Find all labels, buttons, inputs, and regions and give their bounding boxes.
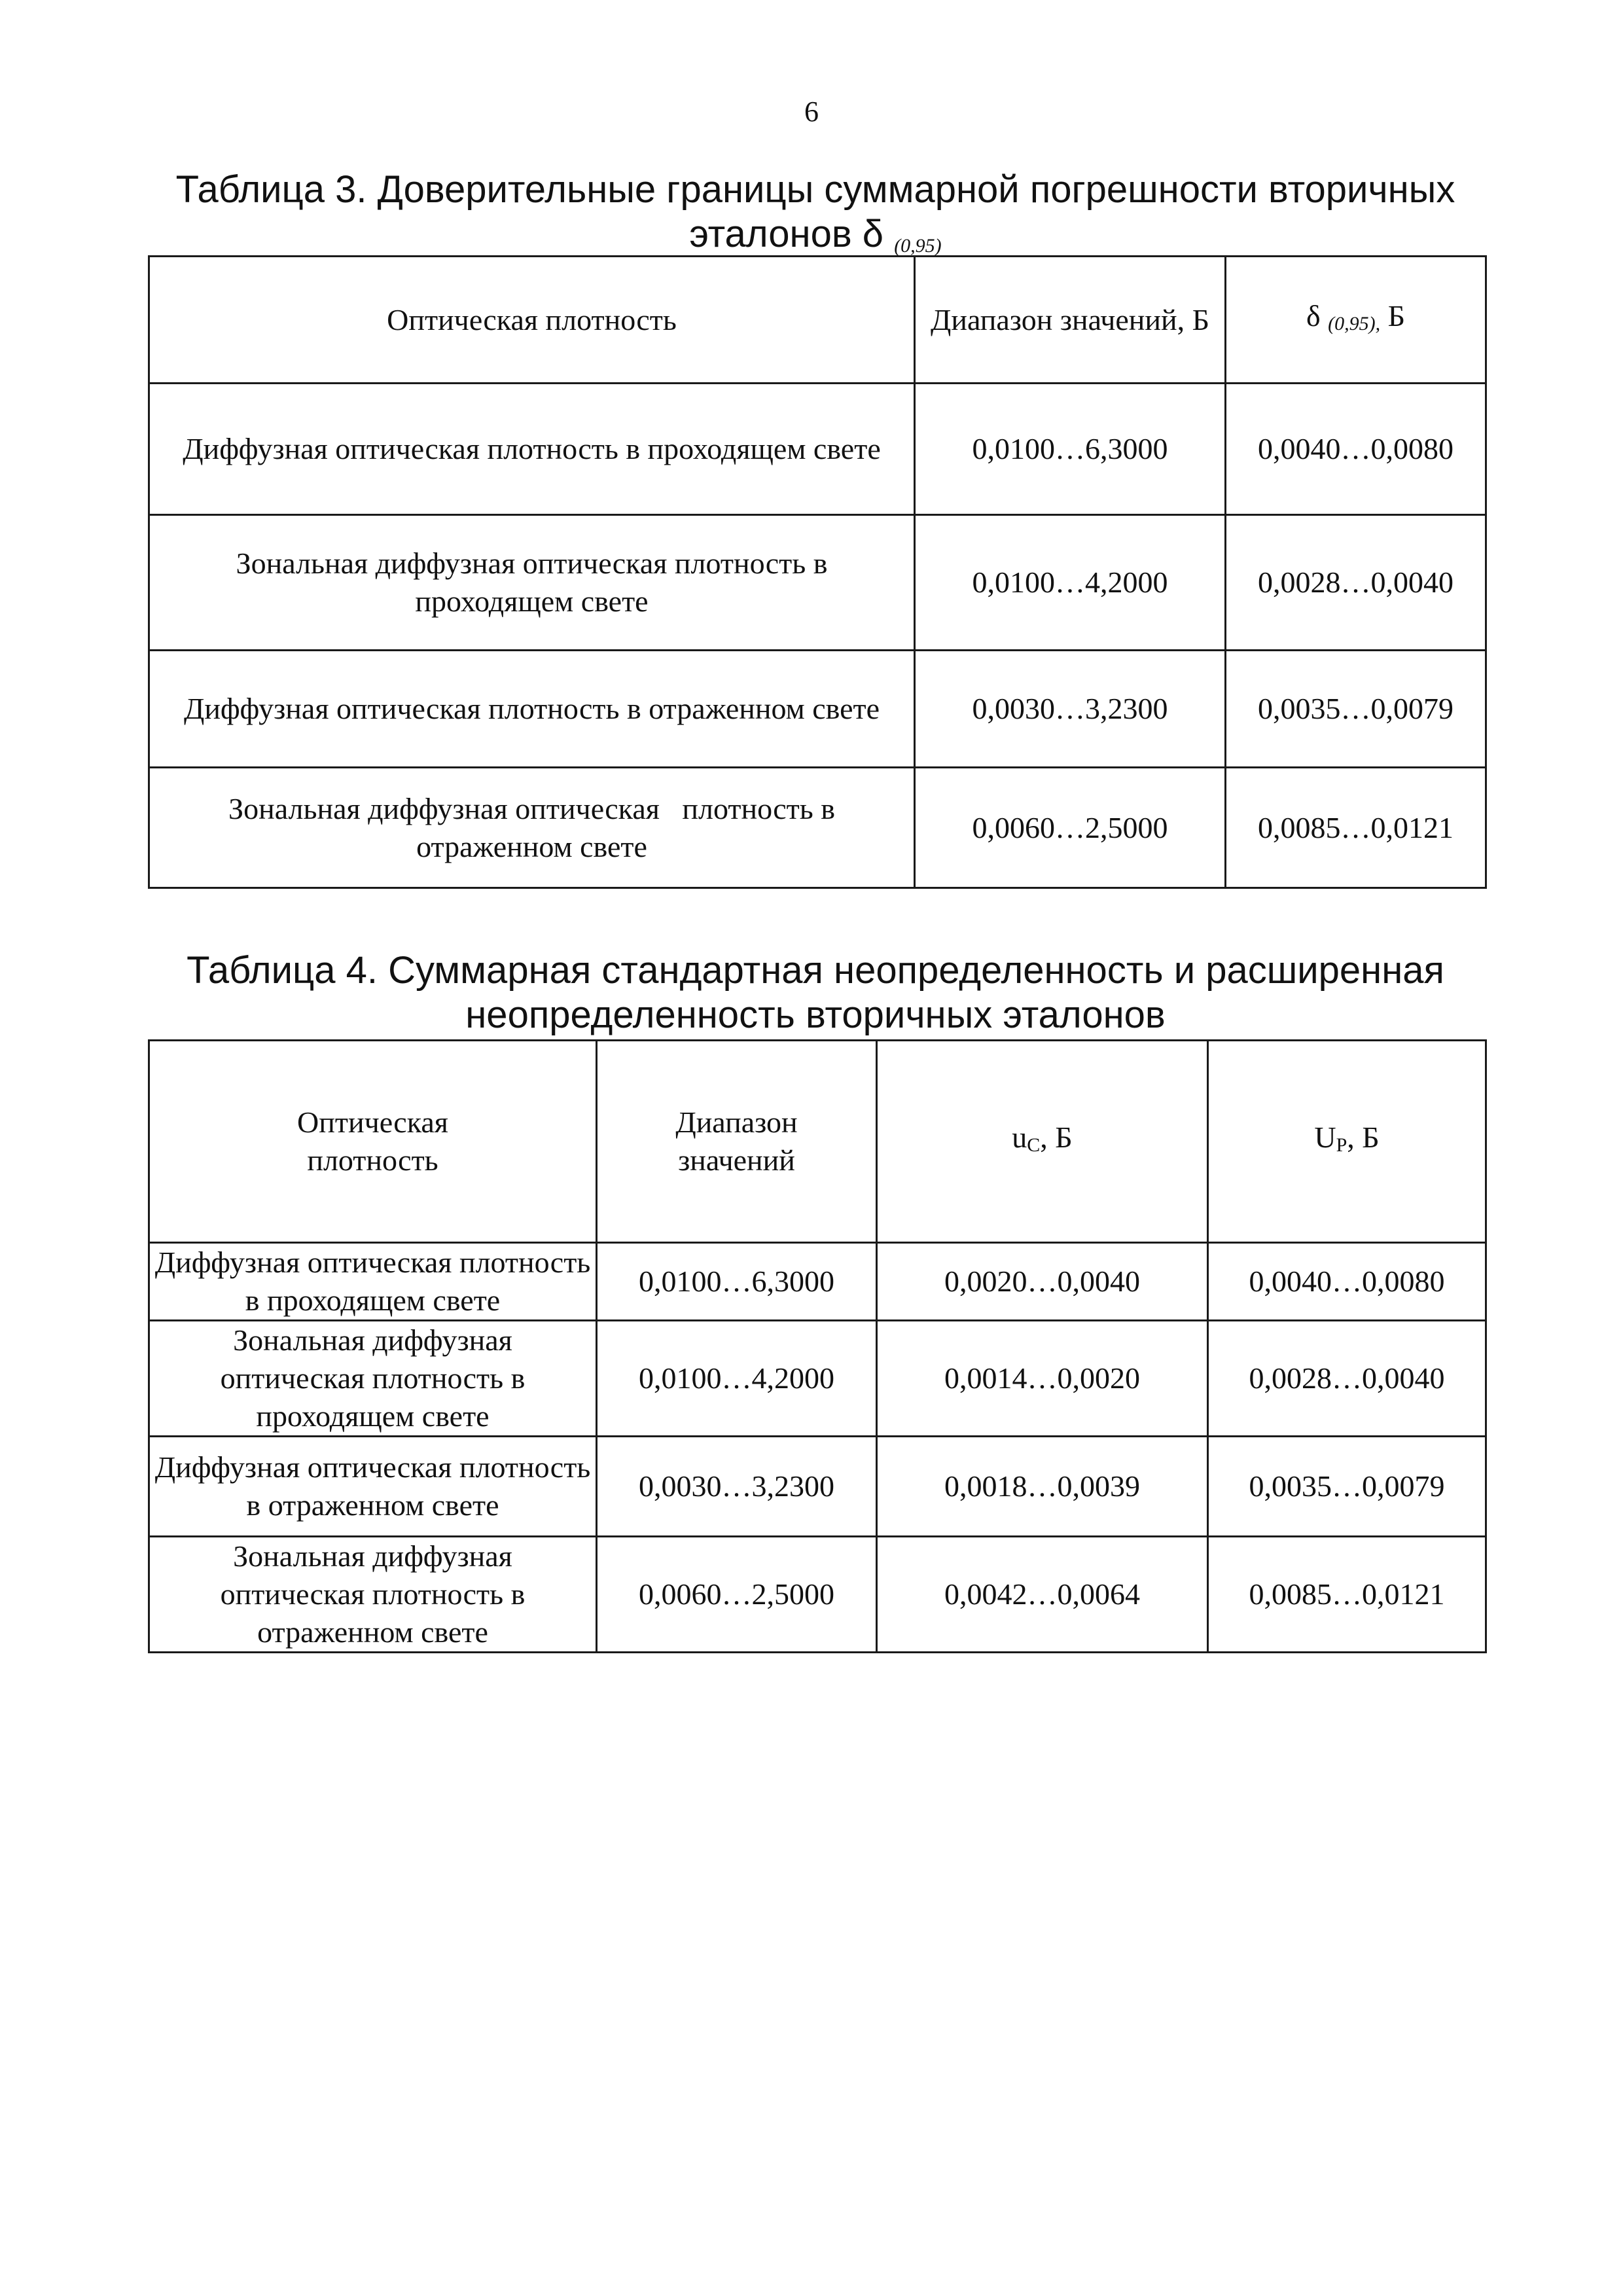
table3-row1-delta: 0,0040…0,0080	[1226, 384, 1486, 515]
table3-header-delta	[1226, 257, 1486, 384]
table3-caption-subscript: (0,95)	[894, 235, 942, 257]
table4-row3-range: 0,0030…3,2300	[597, 1437, 877, 1537]
table4-row1-up: 0,0040…0,0080	[1208, 1243, 1486, 1321]
table-row	[149, 651, 1486, 768]
table3-row3-delta: 0,0035…0,0079	[1226, 651, 1486, 768]
table3	[148, 255, 1487, 889]
table3-row2-name: Зональная диффузная оптическая плотность в проходящем свете	[149, 515, 915, 651]
table3-caption	[148, 168, 1483, 268]
uc-symbol: u	[1012, 1121, 1027, 1154]
table4-row4-range: 0,0060…2,5000	[597, 1537, 877, 1653]
table-row	[149, 768, 1486, 888]
table3-row4-range: 0,0060…2,5000	[915, 768, 1226, 888]
table3-row1-name: Диффузная оптическая плотность в проходящем свете	[149, 384, 915, 515]
table3-header-range: Диапазон значений, Б	[915, 257, 1226, 384]
table3-row2-range: 0,0100…4,2000	[915, 515, 1226, 651]
table4-row2-uc: 0,0014…0,0020	[877, 1321, 1208, 1437]
table3-caption-prefix: эталонов δ	[689, 213, 884, 255]
table3-row3-range: 0,0030…3,2300	[915, 651, 1226, 768]
up-unit: , Б	[1347, 1121, 1380, 1154]
table4	[148, 1039, 1487, 1653]
table-row	[149, 515, 1486, 651]
uc-subscript: C	[1027, 1134, 1041, 1156]
table4-row3-uc: 0,0018…0,0039	[877, 1437, 1208, 1537]
table4-row3-name: Диффузная оптическая плотность в отраженном свете	[149, 1437, 597, 1537]
table-row	[149, 1537, 1486, 1653]
table4-row3-up: 0,0035…0,0079	[1208, 1437, 1486, 1537]
table3-row3-name: Диффузная оптическая плотность в отраженном свете	[149, 651, 915, 768]
table4-row2-up: 0,0028…0,0040	[1208, 1321, 1486, 1437]
table3-row1-range: 0,0100…6,3000	[915, 384, 1226, 515]
table4-row2-range: 0,0100…4,2000	[597, 1321, 877, 1437]
table3-row4-delta: 0,0085…0,0121	[1226, 768, 1486, 888]
table-row	[149, 1437, 1486, 1537]
table4-row1-range: 0,0100…6,3000	[597, 1243, 877, 1321]
table3-header-row	[149, 257, 1486, 384]
table4-header-range	[597, 1041, 877, 1243]
page-number: 6	[804, 96, 819, 128]
table4-header-row	[149, 1041, 1486, 1243]
table4-row4-name: Зональная диффузная оптическая плотность в отраженном свете	[149, 1537, 597, 1653]
table4-row4-uc: 0,0042…0,0064	[877, 1537, 1208, 1653]
table4-header-optical-density	[149, 1041, 597, 1243]
table4-caption	[148, 948, 1483, 1037]
table3-header-optical-density: Оптическая плотность	[149, 257, 915, 384]
table4-row1-uc: 0,0020…0,0040	[877, 1243, 1208, 1321]
table3-row4-name: Зональная диффузная оптическая плотность в отраженном свете	[149, 768, 915, 888]
table4-header-uc	[877, 1041, 1208, 1243]
table4-row4-up: 0,0085…0,0121	[1208, 1537, 1486, 1653]
delta-subscript: (0,95),	[1328, 312, 1381, 334]
up-subscript: P	[1336, 1134, 1347, 1156]
table3-caption-line1: Таблица 3. Доверительные границы суммарной погрешности вторичных	[175, 168, 1455, 211]
table4-row1-name: Диффузная оптическая плотность в проходящем свете	[149, 1243, 597, 1321]
table3-row2-delta: 0,0028…0,0040	[1226, 515, 1486, 651]
table4-row2-name: Зональная диффузная оптическая плотность в проходящем свете	[149, 1321, 597, 1437]
table-row	[149, 1321, 1486, 1437]
table-row	[149, 1243, 1486, 1321]
uc-unit: , Б	[1040, 1121, 1073, 1154]
table4-header-range-label: Диапазон значений	[675, 1105, 798, 1177]
delta-unit: Б	[1387, 298, 1406, 332]
up-symbol: U	[1314, 1121, 1336, 1154]
table-row	[149, 384, 1486, 515]
table4-header-optical-density-label: Оптическая плотность	[297, 1105, 448, 1177]
table4-caption-line1: Таблица 4. Суммарная стандартная неопределенность и расширенная	[187, 949, 1444, 992]
table4-header-up	[1208, 1041, 1486, 1243]
delta-symbol: δ	[1306, 298, 1321, 332]
table4-caption-line2: неопределенность вторичных эталонов	[465, 994, 1166, 1036]
